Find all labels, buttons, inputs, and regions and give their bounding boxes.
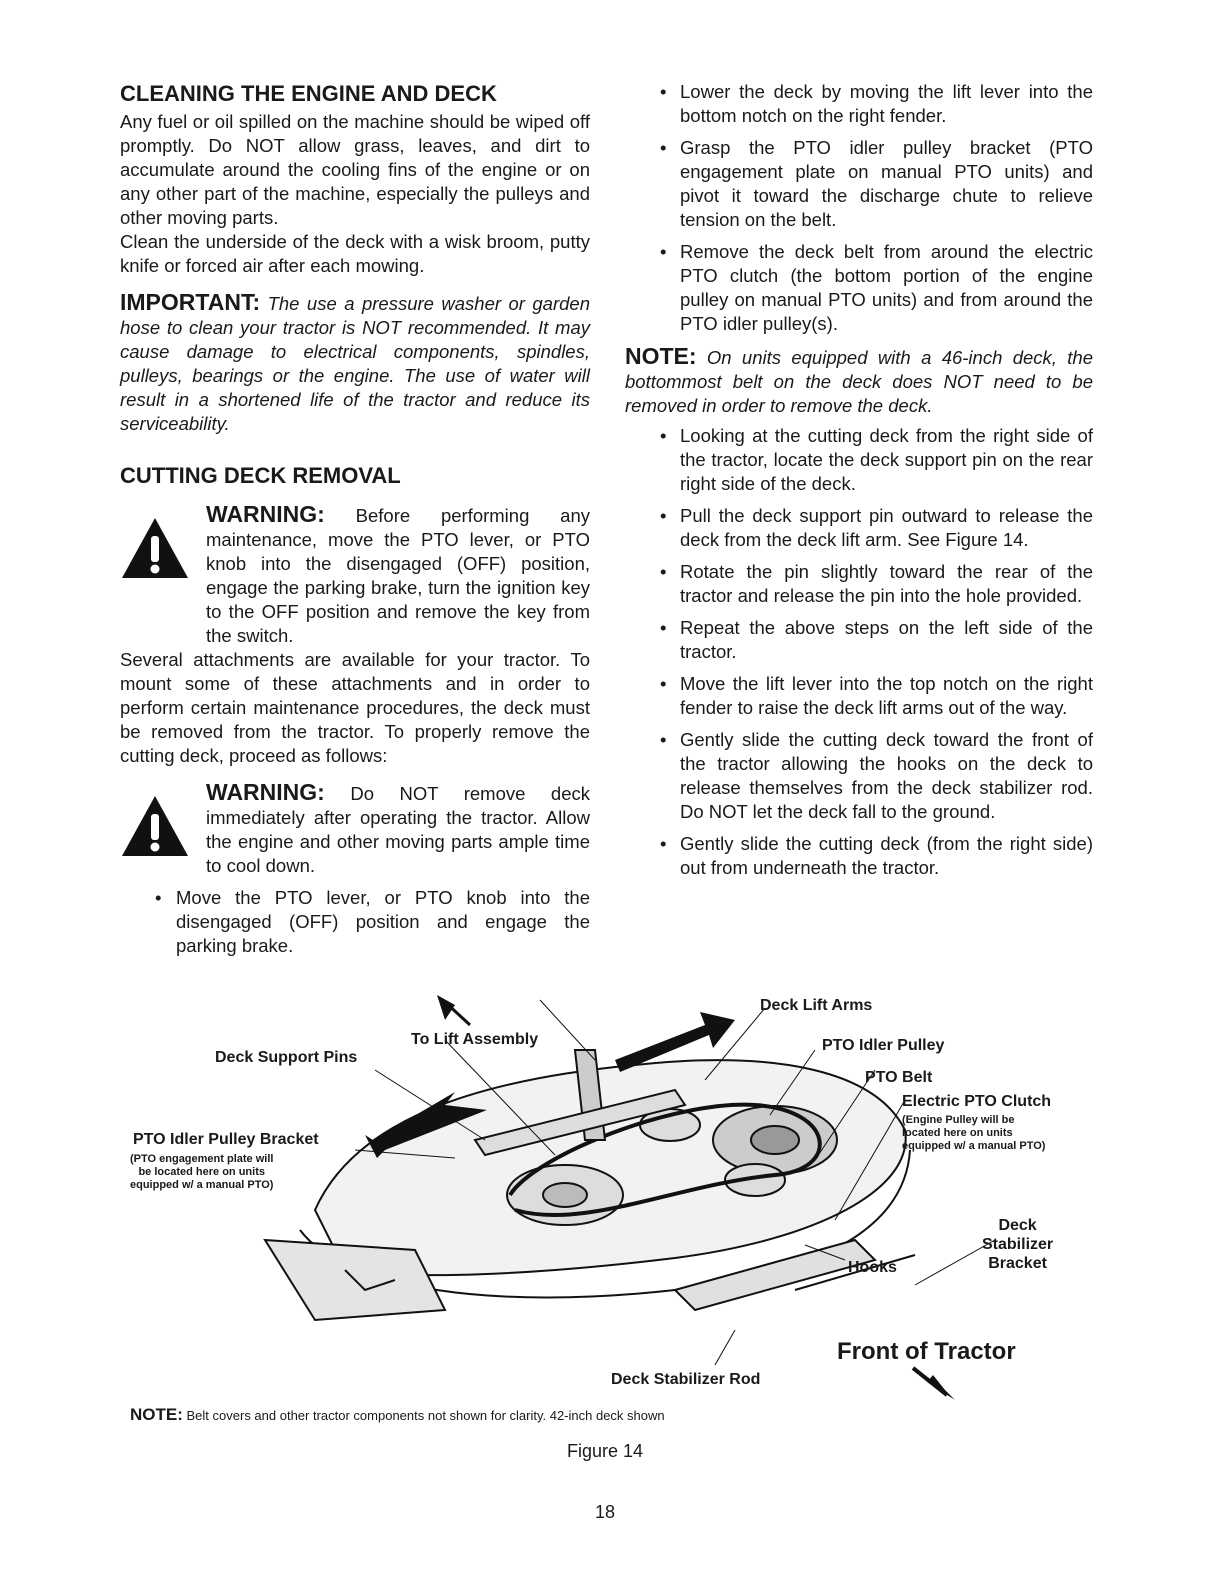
warning-label: WARNING: bbox=[206, 779, 325, 805]
important-text: The use a pressure washer or garden hose to clean your tractor is NOT recommended. It may cause damage to electrical components, spindles, pulleys, bearings or the engine. The use of water will result in a shortened life of the tractor and reduce its serviceability. bbox=[120, 293, 590, 434]
figure-note bbox=[130, 1405, 665, 1425]
label-deck-stabilizer-bracket: Deck Stabilizer Bracket bbox=[982, 1217, 1054, 1272]
left-column bbox=[120, 80, 590, 966]
label-pto-belt: PTO Belt bbox=[865, 1069, 933, 1086]
figure-note-label: NOTE: bbox=[130, 1405, 183, 1424]
label-electric-pto-clutch: Electric PTO Clutch bbox=[902, 1093, 1052, 1110]
label-pto-idler-pulley-bracket: PTO Idler Pulley Bracket bbox=[133, 1131, 319, 1148]
clutch-note: (Engine Pulley will be located here on units equipped w/ a manual PTO) bbox=[902, 1114, 1046, 1152]
section-heading-cleaning: CLEANING THE ENGINE AND DECK bbox=[120, 81, 497, 106]
note-text: On units equipped with a 46-inch deck, the bottommost belt on the deck does NOT need to be removed in order to remove the deck. bbox=[625, 347, 1093, 416]
list-item: • Repeat the above steps on the left side of the tractor. bbox=[625, 616, 1093, 664]
list-item: • Pull the deck support pin outward to release the deck from the deck lift arm. See Figure 14. bbox=[625, 504, 1093, 552]
figure-note-text: Belt covers and other tractor components not shown for clarity. 42-inch deck shown bbox=[186, 1408, 665, 1423]
important-notice bbox=[120, 290, 590, 436]
paragraph: Several attachments are available for your tractor. To mount some of these attachments and in order to perform certain maintenance procedures, the deck must be removed from the tractor. To properly remove the cutting deck, proceed as follows: bbox=[120, 649, 590, 766]
note bbox=[625, 344, 1093, 418]
bullet-list bbox=[625, 80, 1093, 336]
figure-14 bbox=[115, 990, 1105, 1410]
label-deck-support-pins: Deck Support Pins bbox=[215, 1049, 358, 1066]
bullet-list bbox=[120, 886, 590, 958]
bracket-note: (PTO engagement plate will be located here on units equipped w/ a manual PTO) bbox=[130, 1153, 274, 1191]
list-item: • Rotate the pin slightly toward the rear of the tractor and release the pin into the hole provided. bbox=[625, 560, 1093, 608]
list-item: • Looking at the cutting deck from the right side of the tractor, locate the deck support pin on the rear right side of the deck. bbox=[625, 424, 1093, 496]
list-item: • Remove the deck belt from around the electric PTO clutch (the bottom portion of the engine pulley on manual PTO units) and from around the PTO idler pulley(s). bbox=[625, 240, 1093, 336]
label-pto-idler-pulley: PTO Idler Pulley bbox=[822, 1037, 945, 1054]
list-item: • Gently slide the cutting deck toward the front of the tractor allowing the hooks on the deck to release themselves from the deck stabilizer rod. Do NOT let the deck fall to the ground. bbox=[625, 728, 1093, 824]
label-to-lift-assembly: To Lift Assembly bbox=[411, 1031, 539, 1048]
warning-text: Do NOT remove deck immediately after operating the tractor. Allow the engine and other moving parts ample time to cool down. bbox=[206, 783, 590, 876]
warning-triangle-icon bbox=[120, 794, 190, 858]
page-number: 18 bbox=[594, 1502, 616, 1522]
bullet-list bbox=[625, 424, 1093, 880]
warning-block bbox=[120, 502, 590, 648]
warning-triangle-icon bbox=[120, 516, 190, 580]
list-item: • Move the lift lever into the top notch on the right fender to raise the deck lift arms out of the way. bbox=[625, 672, 1093, 720]
section-heading-deck-removal: CUTTING DECK REMOVAL bbox=[120, 463, 401, 488]
warning-label: WARNING: bbox=[206, 501, 325, 527]
paragraph: Clean the underside of the deck with a wisk broom, putty knife or forced air after each mowing. bbox=[120, 231, 590, 276]
label-deck-lift-arms: Deck Lift Arms bbox=[760, 997, 873, 1014]
list-item: • Move the PTO lever, or PTO knob into the disengaged (OFF) position and engage the parking brake. bbox=[120, 886, 590, 958]
list-item: • Lower the deck by moving the lift lever into the bottom notch on the right fender. bbox=[625, 80, 1093, 128]
list-item: • Gently slide the cutting deck (from the right side) out from underneath the tractor. bbox=[625, 832, 1093, 880]
figure-caption: Figure 14 bbox=[566, 1441, 644, 1461]
list-item: • Grasp the PTO idler pulley bracket (PTO engagement plate on manual PTO units) and pivot it toward the discharge chute to relieve tension on the belt. bbox=[625, 136, 1093, 232]
paragraph: Any fuel or oil spilled on the machine should be wiped off promptly. Do NOT allow grass, leaves, and dirt to accumulate around the cooling fins of the engine or on any other part of the machine, especially the pulleys and other moving parts. bbox=[120, 111, 590, 228]
note-label: NOTE: bbox=[625, 343, 697, 369]
important-label: IMPORTANT: bbox=[120, 289, 261, 315]
label-hooks: Hooks bbox=[848, 1259, 897, 1276]
label-deck-stabilizer-rod: Deck Stabilizer Rod bbox=[611, 1371, 761, 1388]
right-column bbox=[625, 80, 1093, 888]
warning-text: Before performing any maintenance, move the PTO lever, or PTO knob into the disengaged (OFF) position, engage the parking brake, turn the ignition key to the OFF position and remove the key from the switch. bbox=[206, 505, 591, 646]
warning-block bbox=[120, 780, 590, 878]
label-front-of-tractor: Front of Tractor bbox=[837, 1338, 1016, 1365]
